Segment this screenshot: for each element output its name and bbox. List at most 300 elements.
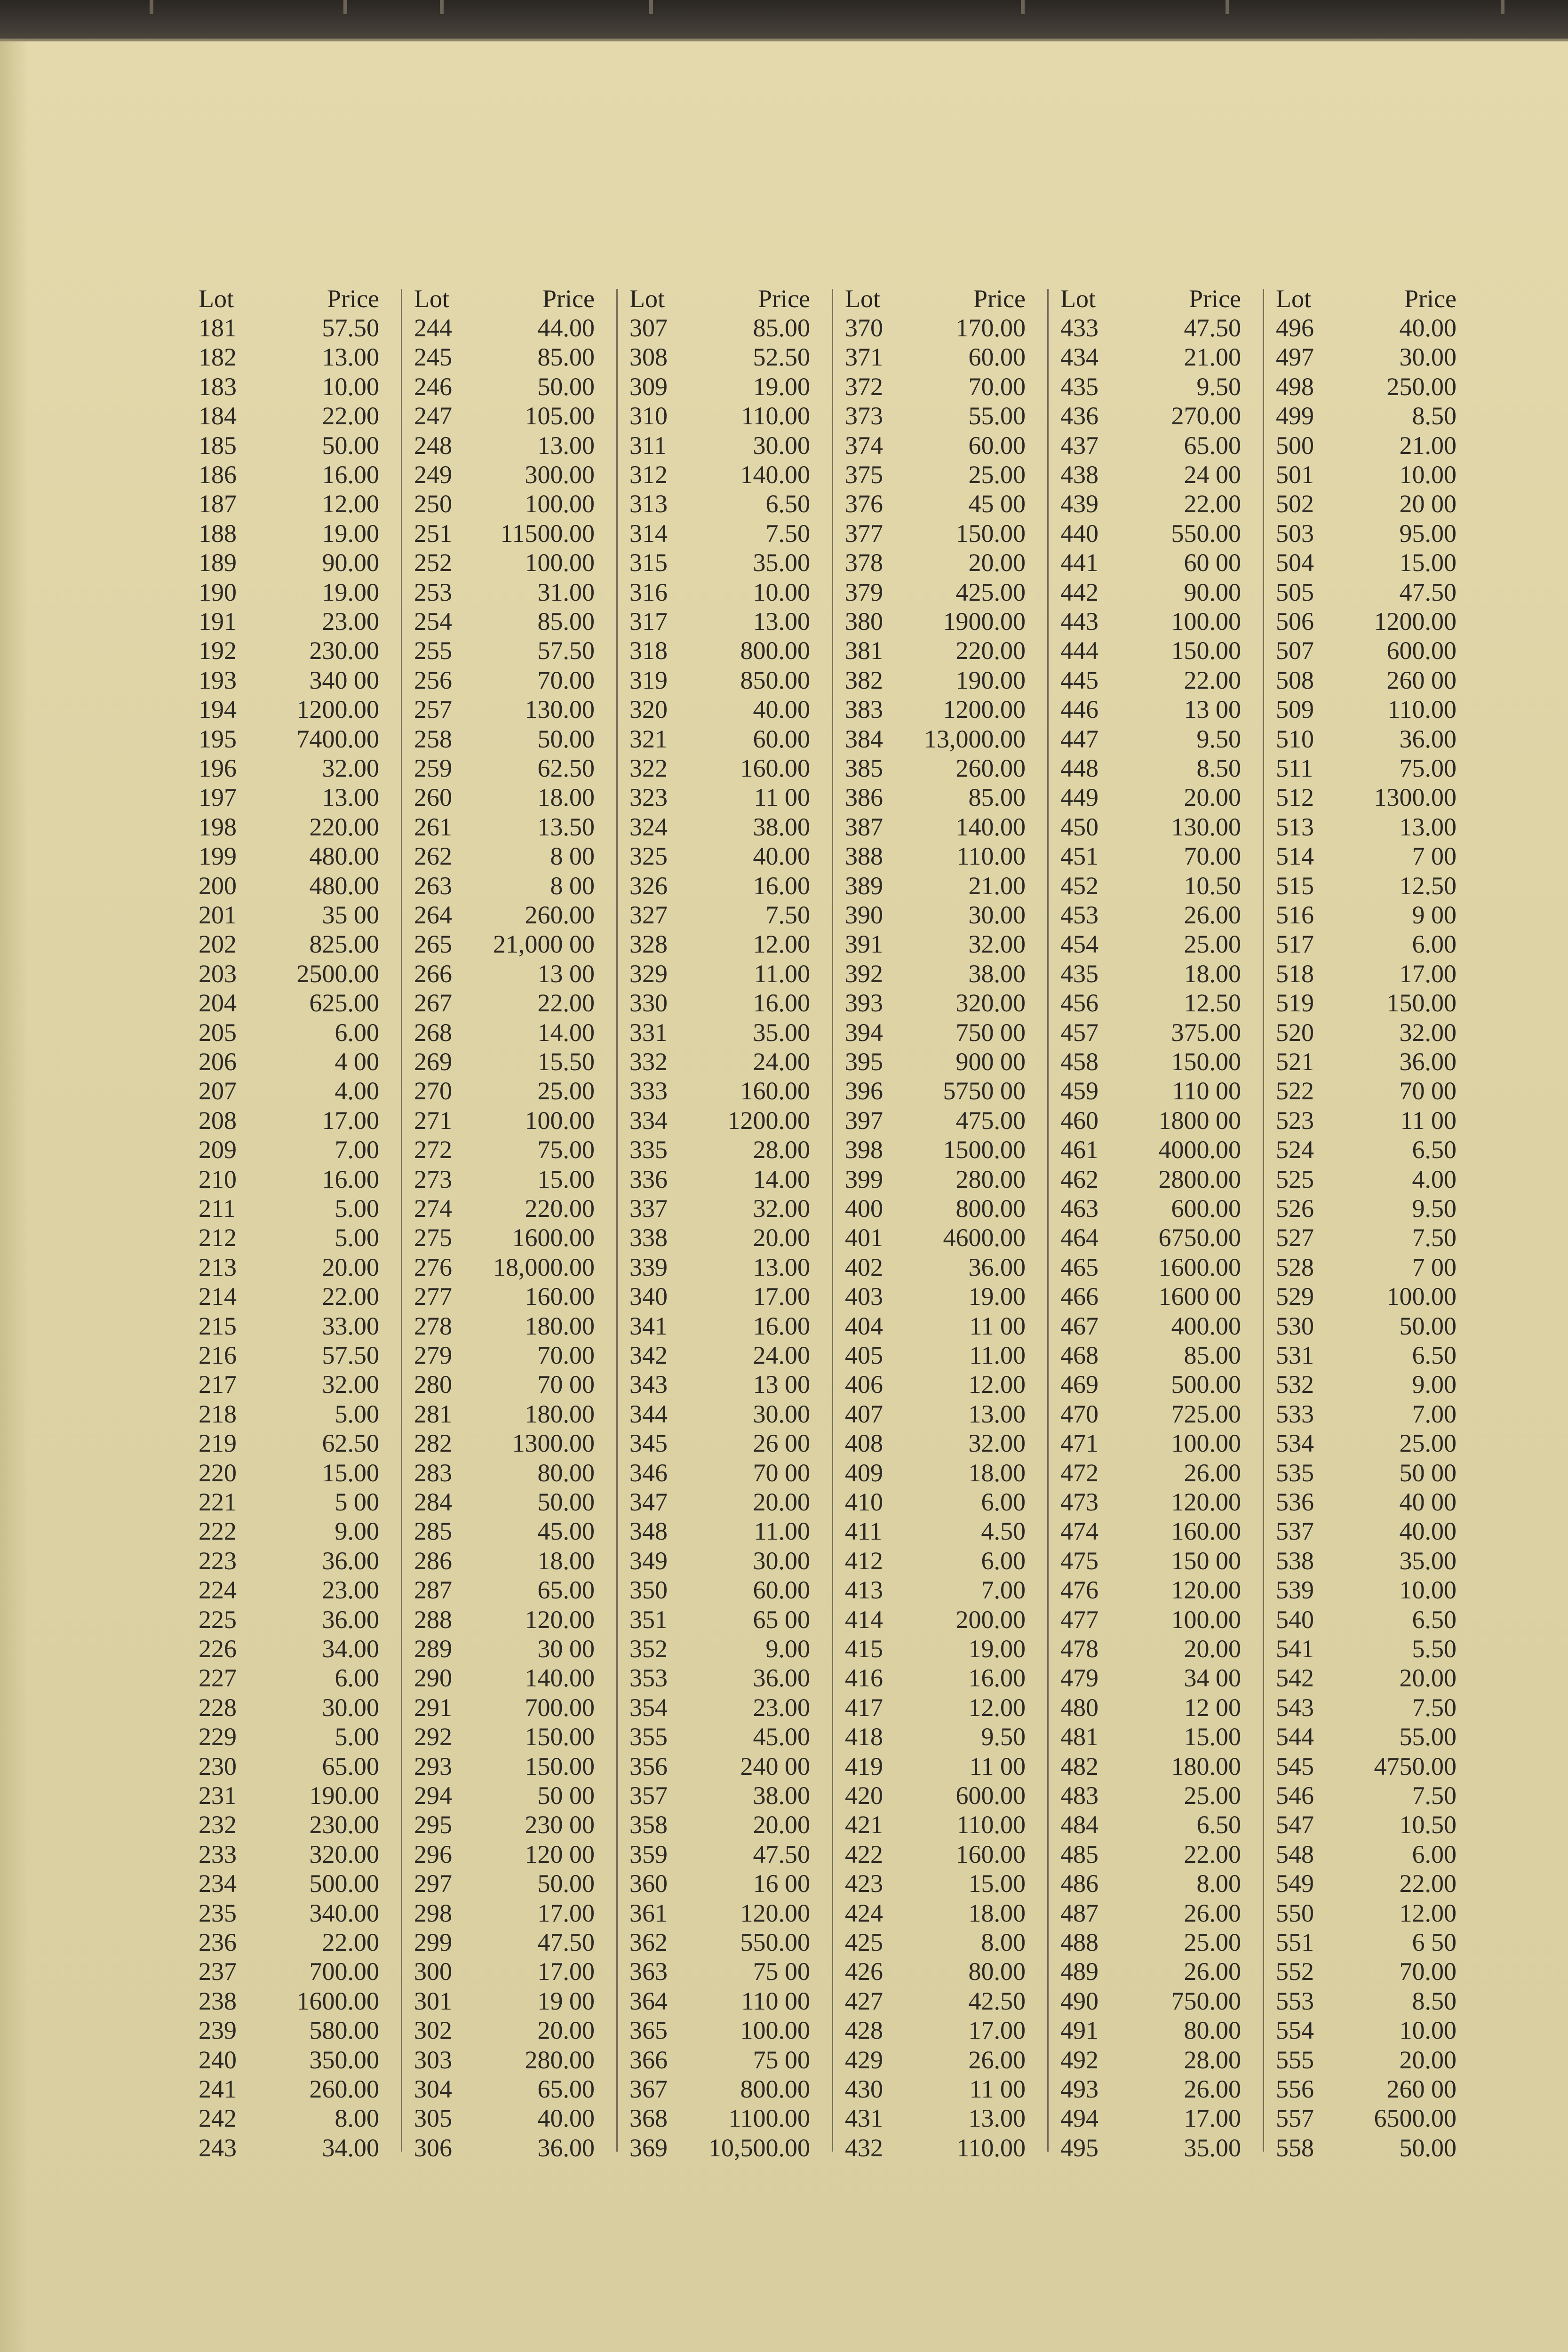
lot-price: 625.00 xyxy=(309,989,379,1017)
table-row xyxy=(409,607,616,636)
table-row xyxy=(194,783,401,812)
table-row xyxy=(625,431,832,460)
band-notch xyxy=(150,0,153,14)
lot-price: 13.00 xyxy=(753,1253,810,1281)
table-row xyxy=(840,2016,1047,2045)
lot-number: 304 xyxy=(414,2075,452,2103)
lot-price: 140.00 xyxy=(740,461,810,489)
lot-number: 362 xyxy=(629,1928,668,1956)
lot-price: 180.00 xyxy=(1171,1752,1241,1780)
table-row xyxy=(840,842,1047,871)
table-row xyxy=(840,519,1047,548)
lot-number: 420 xyxy=(845,1781,883,1810)
lot-price: 850.00 xyxy=(740,666,810,694)
lot-price: 10,500.00 xyxy=(708,2133,810,2162)
lot-price: 85.00 xyxy=(753,314,810,342)
lot-number: 371 xyxy=(845,343,883,372)
table-row xyxy=(194,1106,401,1135)
lot-price: 340 00 xyxy=(309,666,379,694)
table-row xyxy=(194,1546,401,1575)
table-row xyxy=(409,431,616,460)
lot-price: 9.50 xyxy=(981,1723,1026,1751)
lot-price: 8.00 xyxy=(1196,1869,1241,1898)
lot-price: 85.00 xyxy=(537,343,595,372)
lot-price: 17.00 xyxy=(968,2016,1026,2045)
lot-price: 20.00 xyxy=(1399,1664,1457,1692)
lot-number: 410 xyxy=(845,1488,883,1516)
lot-number: 389 xyxy=(845,871,883,900)
lot-number: 342 xyxy=(629,1341,668,1369)
lot-number: 399 xyxy=(845,1165,883,1193)
lot-price: 50.00 xyxy=(537,1869,595,1898)
lot-number: 310 xyxy=(629,402,668,430)
lot-number: 272 xyxy=(414,1136,452,1164)
lot-number: 396 xyxy=(845,1077,883,1105)
lot-price: 40.00 xyxy=(753,695,810,724)
table-row xyxy=(194,1487,401,1517)
lot-price: 90.00 xyxy=(1184,578,1241,606)
table-row xyxy=(1271,460,1478,489)
lot-price: 47.50 xyxy=(753,1840,810,1868)
lot-number: 256 xyxy=(414,666,452,694)
lot-price: 270.00 xyxy=(1171,402,1241,430)
lot-price: 12.50 xyxy=(1399,871,1457,900)
lot-number: 288 xyxy=(414,1605,452,1634)
lot-price: 5.00 xyxy=(334,1224,379,1252)
lot-number: 526 xyxy=(1276,1194,1314,1223)
lot-price: 20.00 xyxy=(753,1811,810,1839)
lot-price: 9 00 xyxy=(1412,901,1457,929)
lot-price: 7.50 xyxy=(1412,1781,1457,1810)
table-row xyxy=(625,2133,832,2162)
lot-number: 393 xyxy=(845,989,883,1017)
lot-price: 17.00 xyxy=(1184,2104,1241,2133)
lot-price: 60.00 xyxy=(968,343,1026,372)
lot-number: 229 xyxy=(199,1723,237,1751)
lot-number: 515 xyxy=(1276,871,1314,900)
lot-number: 339 xyxy=(629,1253,668,1281)
lot-price: 13 00 xyxy=(753,1370,810,1399)
table-row xyxy=(840,1165,1047,1194)
table-row xyxy=(409,1223,616,1252)
lot-price: 1800 00 xyxy=(1158,1106,1241,1135)
lot-price: 1300.00 xyxy=(512,1429,595,1458)
lot-price: 57.50 xyxy=(322,314,379,342)
table-row xyxy=(194,2016,401,2045)
lot-price: 38.00 xyxy=(753,812,810,841)
lot-number: 245 xyxy=(414,343,452,372)
lot-number: 199 xyxy=(199,842,237,871)
table-row xyxy=(194,1076,401,1105)
lot-price: 170.00 xyxy=(955,314,1026,342)
lot-price: 34 00 xyxy=(1184,1664,1241,1692)
lot-price: 10.50 xyxy=(1399,1811,1457,1839)
table-row xyxy=(194,695,401,724)
table-row xyxy=(1056,548,1263,577)
lot-number: 540 xyxy=(1276,1605,1314,1634)
lot-number: 466 xyxy=(1060,1282,1098,1311)
lot-number: 354 xyxy=(629,1693,668,1722)
lot-price: 26.00 xyxy=(1184,1957,1241,1986)
table-row xyxy=(625,1194,832,1223)
lot-price: 6500.00 xyxy=(1374,2104,1457,2133)
table-row xyxy=(1271,1370,1478,1399)
lot-number: 413 xyxy=(845,1576,883,1605)
lot-price: 18.00 xyxy=(537,783,595,812)
lot-price: 36.00 xyxy=(1399,724,1457,753)
lot-price: 6.50 xyxy=(1412,1136,1457,1164)
table-row xyxy=(625,1429,832,1458)
lot-number: 459 xyxy=(1060,1077,1098,1105)
lot-number: 242 xyxy=(199,2104,237,2133)
lot-price: 4.50 xyxy=(981,1517,1026,1546)
lot-price: 1600.00 xyxy=(296,1986,379,2015)
table-row xyxy=(409,754,616,783)
table-row xyxy=(840,754,1047,783)
lot-price: 13.00 xyxy=(537,431,595,460)
table-row xyxy=(194,2133,401,2162)
lot-price: 260 00 xyxy=(1386,2075,1457,2103)
table-row xyxy=(1056,900,1263,930)
lot-number: 482 xyxy=(1060,1752,1098,1780)
lot-number: 373 xyxy=(845,402,883,430)
table-row xyxy=(840,1693,1047,1722)
lot-price: 70.00 xyxy=(1184,842,1241,871)
table-row xyxy=(194,842,401,871)
lot-number: 325 xyxy=(629,842,668,871)
lot-number: 440 xyxy=(1060,519,1098,548)
lot-number: 390 xyxy=(845,901,883,929)
lot-number: 351 xyxy=(629,1605,668,1634)
lot-number: 184 xyxy=(199,402,237,430)
lot-price: 12 00 xyxy=(1184,1693,1241,1722)
lot-header: Lot xyxy=(414,285,449,313)
lot-price: 17.00 xyxy=(1399,959,1457,988)
lot-number: 527 xyxy=(1276,1224,1314,1252)
lot-price: 70.00 xyxy=(537,666,595,694)
lot-number: 332 xyxy=(629,1048,668,1076)
table-row xyxy=(840,636,1047,665)
lot-number: 443 xyxy=(1060,607,1098,636)
table-row xyxy=(840,1194,1047,1223)
table-row xyxy=(194,724,401,754)
lot-price: 4750.00 xyxy=(1374,1752,1457,1780)
table-row xyxy=(1271,1693,1478,1722)
lot-number: 278 xyxy=(414,1311,452,1340)
lot-price: 600.00 xyxy=(1386,636,1457,665)
table-row xyxy=(194,754,401,783)
lot-price: 600.00 xyxy=(1171,1194,1241,1223)
lot-price: 16.00 xyxy=(322,461,379,489)
lot-price: 5750 00 xyxy=(943,1077,1026,1105)
table-row xyxy=(840,1311,1047,1341)
lot-number: 337 xyxy=(629,1194,668,1223)
table-row xyxy=(625,1487,832,1517)
lot-price: 35.00 xyxy=(753,548,810,577)
table-row xyxy=(194,372,401,401)
table-row xyxy=(1271,1899,1478,1928)
table-row xyxy=(840,460,1047,489)
lot-number: 489 xyxy=(1060,1957,1098,1986)
table-row xyxy=(1271,930,1478,959)
lot-price: 20.00 xyxy=(753,1224,810,1252)
lot-price: 130.00 xyxy=(1171,812,1241,841)
lot-number: 248 xyxy=(414,431,452,460)
lot-price: 7.50 xyxy=(1412,1693,1457,1722)
lot-number: 462 xyxy=(1060,1165,1098,1193)
table-row xyxy=(625,959,832,988)
lot-number: 554 xyxy=(1276,2016,1314,2045)
table-row xyxy=(409,1634,616,1663)
lot-number: 365 xyxy=(629,2016,668,2045)
lot-number: 551 xyxy=(1276,1928,1314,1956)
lot-number: 486 xyxy=(1060,1869,1098,1898)
table-row xyxy=(1056,1781,1263,1810)
lot-number: 215 xyxy=(199,1311,237,1340)
lot-price: 110.00 xyxy=(956,842,1026,871)
lot-number: 323 xyxy=(629,783,668,812)
lot-price: 36.00 xyxy=(1399,1048,1457,1076)
lot-number: 414 xyxy=(845,1605,883,1634)
table-row xyxy=(840,1810,1047,1839)
lot-price: 25.00 xyxy=(968,461,1026,489)
table-row xyxy=(1056,959,1263,988)
lot-number: 277 xyxy=(414,1282,452,1311)
lot-number: 478 xyxy=(1060,1635,1098,1663)
lot-price: 500.00 xyxy=(309,1869,379,1898)
lot-price: 11 00 xyxy=(969,1311,1026,1340)
table-row xyxy=(840,1752,1047,1781)
lot-number: 267 xyxy=(414,989,452,1017)
lot-price: 15.00 xyxy=(968,1869,1026,1898)
lot-number: 318 xyxy=(629,636,668,665)
table-row xyxy=(409,1194,616,1223)
lot-price: 15.00 xyxy=(1399,548,1457,577)
table-row xyxy=(840,959,1047,988)
lot-price: 45 00 xyxy=(968,490,1026,518)
table-row xyxy=(409,342,616,372)
lot-number: 331 xyxy=(629,1018,668,1047)
lot-price: 62.50 xyxy=(322,1429,379,1458)
lot-number: 338 xyxy=(629,1224,668,1252)
lot-price: 26.00 xyxy=(1184,2075,1241,2103)
lot-number: 545 xyxy=(1276,1752,1314,1780)
table-row xyxy=(1056,1957,1263,1986)
lot-number: 225 xyxy=(199,1605,237,1634)
table-row xyxy=(1271,2133,1478,2162)
lot-price: 12.00 xyxy=(322,490,379,518)
table-row xyxy=(1271,1546,1478,1575)
table-row xyxy=(194,1047,401,1076)
price-header: Price xyxy=(973,285,1026,313)
lot-number: 446 xyxy=(1060,695,1098,724)
lot-number: 492 xyxy=(1060,2045,1098,2074)
lot-price: 13.00 xyxy=(322,783,379,812)
lot-number: 460 xyxy=(1060,1106,1098,1135)
lot-number: 476 xyxy=(1060,1576,1098,1605)
column-header-row xyxy=(1056,284,1263,313)
lot-price: 16 00 xyxy=(753,1869,810,1898)
lot-price: 57.50 xyxy=(537,636,595,665)
lot-price: 30 00 xyxy=(537,1635,595,1663)
lot-number: 291 xyxy=(414,1693,452,1722)
lot-number: 488 xyxy=(1060,1928,1098,1956)
table-row xyxy=(1271,1076,1478,1105)
lot-price: 32.00 xyxy=(968,1429,1026,1458)
table-row xyxy=(840,1047,1047,1076)
table-row xyxy=(840,1781,1047,1810)
lot-price: 34.00 xyxy=(322,2133,379,2162)
lot-price: 55.00 xyxy=(1399,1723,1457,1751)
table-row xyxy=(1056,1693,1263,1722)
lot-price: 26.00 xyxy=(1184,1458,1241,1487)
table-row xyxy=(409,1605,616,1634)
table-row xyxy=(194,607,401,636)
lot-number: 287 xyxy=(414,1576,452,1605)
lot-number: 471 xyxy=(1060,1429,1098,1458)
lot-number: 298 xyxy=(414,1899,452,1927)
lot-number: 407 xyxy=(845,1399,883,1428)
table-row xyxy=(194,812,401,842)
lot-price: 19.00 xyxy=(968,1282,1026,1311)
table-row xyxy=(409,372,616,401)
lot-price: 70.00 xyxy=(968,372,1026,401)
lot-number: 516 xyxy=(1276,901,1314,929)
table-row xyxy=(625,783,832,812)
lot-number: 368 xyxy=(629,2104,668,2133)
table-row xyxy=(1271,1018,1478,1047)
table-row xyxy=(840,988,1047,1017)
lot-price: 750 00 xyxy=(955,1018,1026,1047)
lot-price: 7.50 xyxy=(765,901,810,929)
lot-price: 7.50 xyxy=(765,519,810,548)
lot-number: 522 xyxy=(1276,1077,1314,1105)
table-row xyxy=(194,401,401,430)
table-row xyxy=(194,1253,401,1282)
lot-price: 47.50 xyxy=(1184,314,1241,342)
lot-price: 13.50 xyxy=(537,812,595,841)
lot-price: 6750.00 xyxy=(1158,1224,1241,1252)
lot-number: 436 xyxy=(1060,402,1098,430)
lot-price: 700.00 xyxy=(309,1957,379,1986)
lot-price: 50 00 xyxy=(537,1781,595,1810)
table-row xyxy=(194,1370,401,1399)
table-row xyxy=(194,1135,401,1164)
table-row xyxy=(194,666,401,695)
lot-price: 13,000.00 xyxy=(924,724,1026,753)
lot-price: 50.00 xyxy=(322,431,379,460)
lot-number: 240 xyxy=(199,2045,237,2074)
table-row xyxy=(1271,1752,1478,1781)
lot-number: 367 xyxy=(629,2075,668,2103)
lot-price: 9.50 xyxy=(1412,1194,1457,1223)
lot-number: 282 xyxy=(414,1429,452,1458)
lot-price: 20.00 xyxy=(537,2016,595,2045)
lot-number: 529 xyxy=(1276,1282,1314,1311)
lot-price: 180.00 xyxy=(525,1311,595,1340)
table-row xyxy=(840,1223,1047,1252)
table-row xyxy=(840,2104,1047,2133)
table-row xyxy=(625,1840,832,1869)
lot-price: 16.00 xyxy=(322,1165,379,1193)
table-row xyxy=(194,871,401,900)
lot-price: 475.00 xyxy=(955,1106,1026,1135)
table-row xyxy=(1271,1253,1478,1282)
lot-number: 454 xyxy=(1060,930,1098,959)
lot-price: 11.00 xyxy=(969,1341,1026,1369)
lot-number: 418 xyxy=(845,1723,883,1751)
lot-number: 188 xyxy=(199,519,237,548)
column-header-row xyxy=(625,284,832,313)
lot-number: 444 xyxy=(1060,636,1098,665)
lot-number: 475 xyxy=(1060,1546,1098,1575)
lot-number: 363 xyxy=(629,1957,668,1986)
table-row xyxy=(1056,1282,1263,1311)
lot-number: 335 xyxy=(629,1136,668,1164)
table-row xyxy=(409,1135,616,1164)
lot-number: 555 xyxy=(1276,2045,1314,2074)
lot-price: 120.00 xyxy=(525,1605,595,1634)
lot-price: 85.00 xyxy=(1184,1341,1241,1369)
lot-number: 428 xyxy=(845,2016,883,2045)
table-row xyxy=(409,1840,616,1869)
lot-price: 1600 00 xyxy=(1158,1282,1241,1311)
table-row xyxy=(1271,2104,1478,2133)
lot-number: 221 xyxy=(199,1488,237,1516)
table-row xyxy=(1056,2104,1263,2133)
lot-price: 26.00 xyxy=(968,2045,1026,2074)
lot-price: 50.00 xyxy=(537,372,595,401)
lot-price: 1200.00 xyxy=(943,695,1026,724)
lot-price: 13.00 xyxy=(753,607,810,636)
lot-price: 40.00 xyxy=(1399,1517,1457,1546)
lot-price: 5 00 xyxy=(334,1488,379,1516)
table-row xyxy=(409,1165,616,1194)
table-row xyxy=(194,2045,401,2074)
table-row xyxy=(625,988,832,1017)
table-row xyxy=(625,1076,832,1105)
lot-price: 19.00 xyxy=(322,578,379,606)
lot-price: 33.00 xyxy=(322,1311,379,1340)
lot-price: 480.00 xyxy=(309,871,379,900)
lot-number: 341 xyxy=(629,1311,668,1340)
lot-price: 190.00 xyxy=(955,666,1026,694)
lot-price: 110.00 xyxy=(1387,695,1457,724)
lot-number: 216 xyxy=(199,1341,237,1369)
lot-number: 345 xyxy=(629,1429,668,1458)
lot-price: 35.00 xyxy=(1399,1546,1457,1575)
table-row xyxy=(625,2016,832,2045)
lot-number: 388 xyxy=(845,842,883,871)
lot-price: 18.00 xyxy=(968,1458,1026,1487)
lot-price: 4600.00 xyxy=(943,1224,1026,1252)
lot-number: 307 xyxy=(629,314,668,342)
table-row xyxy=(1056,1928,1263,1957)
lot-price: 30.00 xyxy=(753,431,810,460)
lot-number: 496 xyxy=(1276,314,1314,342)
table-row xyxy=(625,2104,832,2133)
table-row xyxy=(409,519,616,548)
lot-price: 700.00 xyxy=(525,1693,595,1722)
table-row xyxy=(194,548,401,577)
table-row xyxy=(1056,1370,1263,1399)
lot-price: 8.00 xyxy=(334,2104,379,2133)
lot-number: 195 xyxy=(199,724,237,753)
lot-number: 490 xyxy=(1060,1986,1098,2015)
lot-price: 11 00 xyxy=(754,783,810,812)
lot-number: 453 xyxy=(1060,901,1098,929)
lot-number: 219 xyxy=(199,1429,237,1458)
